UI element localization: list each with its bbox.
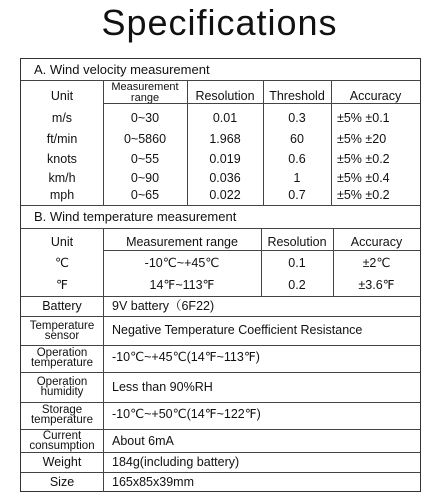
spec-label: Current [42, 430, 82, 442]
accuracy-cell: ±5% ±0.1 [337, 111, 390, 125]
header-accuracy: Accuracy [350, 235, 403, 249]
spec-label: Storage [41, 404, 83, 416]
threshold-cell: 0.6 [288, 152, 306, 166]
header-measurement-range: Measurement range [126, 235, 238, 249]
spec-label: humidity [40, 386, 84, 398]
divider [333, 228, 334, 296]
divider [21, 80, 420, 81]
spec-value: 165x85x39mm [112, 475, 194, 489]
spec-label: Battery [42, 299, 82, 313]
spec-value: -10℃~+50℃(14℉~122℉) [112, 407, 261, 421]
threshold-cell: 0.7 [288, 188, 306, 202]
spec-label: temperature [30, 414, 93, 426]
resolution-cell: 0.036 [209, 171, 241, 185]
specifications-table [20, 58, 421, 492]
divider [21, 296, 420, 297]
spec-value: Negative Temperature Coefficient Resistance [112, 323, 363, 337]
range-cell: 0~5860 [123, 132, 167, 146]
unit-cell: m/s [51, 111, 73, 125]
unit-cell: mph [49, 188, 75, 202]
unit-cell: knots [47, 152, 77, 166]
accuracy-cell: ±3.6℉ [358, 278, 395, 292]
header-resolution: Resolution [195, 89, 255, 103]
spec-value: 184g(including battery) [112, 455, 240, 469]
header-measurement-range: Measurement range [111, 81, 179, 104]
range-cell: 14℉~113℉ [149, 278, 215, 292]
divider [21, 472, 420, 473]
spec-value: 9V battery（6F22) [112, 299, 215, 313]
unit-cell: ℃ [54, 256, 70, 270]
divider [103, 80, 104, 205]
unit-cell: ft/min [46, 132, 78, 146]
range-cell: 0~65 [130, 188, 160, 202]
resolution-cell: 0.01 [212, 111, 238, 125]
divider [21, 372, 420, 373]
spec-label: sensor [44, 330, 80, 342]
divider [331, 80, 332, 205]
spec-label: consumption [29, 440, 95, 452]
spec-label: temperature [30, 357, 93, 369]
section-b-heading: B. Wind temperature measurement [34, 209, 237, 224]
resolution-cell: 0.022 [209, 188, 241, 202]
header-unit: Unit [50, 235, 74, 249]
header-resolution: Resolution [267, 235, 327, 249]
header-unit: Unit [50, 89, 74, 103]
accuracy-cell: ±5% ±20 [337, 132, 387, 146]
divider [103, 296, 104, 492]
spec-label: Operation [36, 376, 88, 388]
spec-label: Temperature [29, 320, 95, 332]
spec-label: Operation [36, 347, 88, 359]
accuracy-cell: ±5% ±0.4 [337, 171, 390, 185]
divider [21, 205, 420, 206]
resolution-cell: 0.1 [288, 256, 306, 270]
spec-label: Size [49, 475, 75, 489]
spec-label: Weight [42, 455, 82, 469]
resolution-cell: 1.968 [209, 132, 241, 146]
divider [103, 103, 420, 104]
page-title: Specifications [101, 2, 338, 43]
divider [263, 80, 264, 205]
accuracy-cell: ±2℃ [362, 256, 391, 270]
divider [21, 345, 420, 346]
spec-value: -10℃~+45℃(14℉~113℉) [112, 350, 260, 364]
section-a-heading: A. Wind velocity measurement [34, 62, 210, 77]
divider [21, 316, 420, 317]
accuracy-cell: ±5% ±0.2 [337, 152, 390, 166]
range-cell: -10℃~+45℃ [144, 256, 220, 270]
unit-cell: ℉ [56, 278, 68, 292]
divider [261, 228, 262, 296]
divider [21, 452, 420, 453]
divider [21, 228, 420, 229]
range-cell: 0~30 [130, 111, 160, 125]
divider [103, 228, 104, 296]
threshold-cell: 60 [290, 132, 304, 146]
accuracy-cell: ±5% ±0.2 [337, 188, 390, 202]
spec-value: About 6mA [112, 434, 174, 448]
spec-value: Less than 90%RH [112, 380, 213, 394]
divider [187, 80, 188, 205]
divider [21, 402, 420, 403]
header-threshold: Threshold [269, 89, 325, 103]
range-cell: 0~55 [130, 152, 160, 166]
resolution-cell: 0.019 [209, 152, 241, 166]
resolution-cell: 0.2 [288, 278, 306, 292]
threshold-cell: 1 [293, 171, 301, 185]
range-cell: 0~90 [130, 171, 160, 185]
threshold-cell: 0.3 [288, 111, 306, 125]
unit-cell: km/h [48, 171, 76, 185]
header-accuracy: Accuracy [349, 89, 402, 103]
